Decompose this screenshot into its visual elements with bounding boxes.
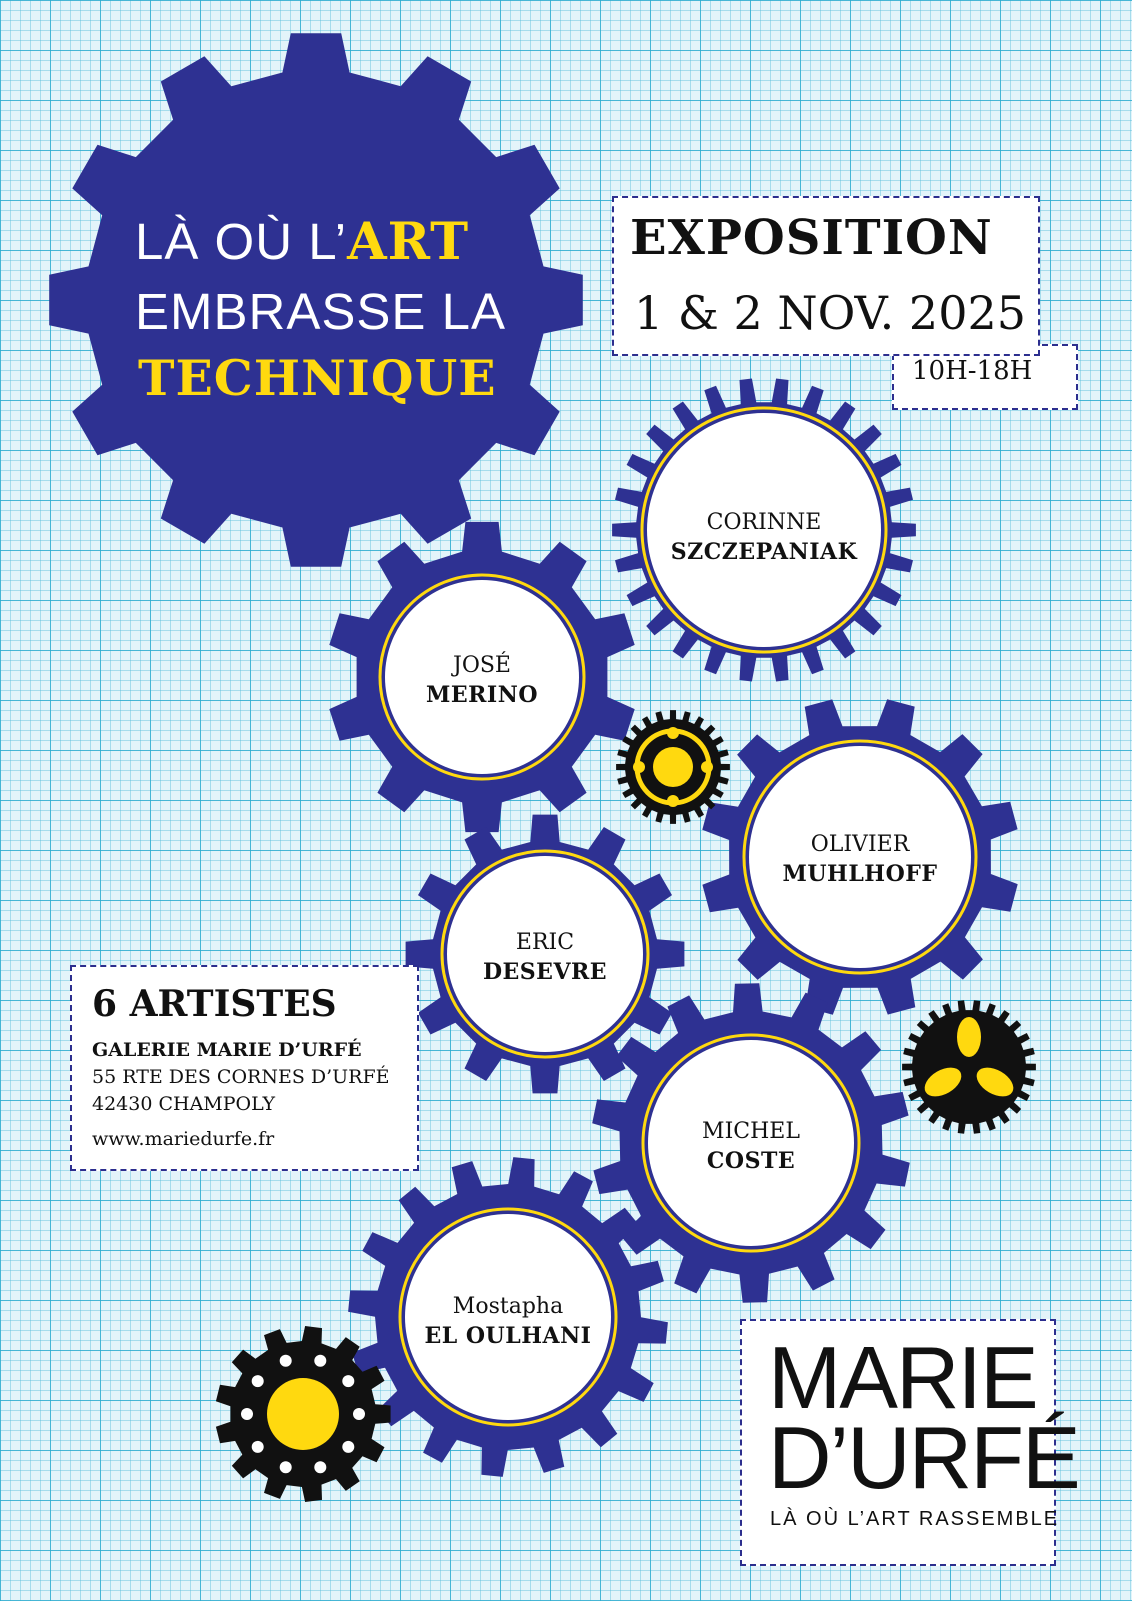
artist-last-name: SZCZEPANIAK [670, 538, 858, 565]
small-gear-a-dot [701, 761, 713, 773]
small-gear-c-hole [280, 1461, 292, 1473]
small-gear-c-hole [252, 1375, 264, 1387]
small-gear-c-hole [342, 1375, 354, 1387]
logo-line-2: D’URFÉ [768, 1408, 1079, 1507]
artist-last-name: EL OULHANI [424, 1322, 592, 1349]
artist-corinne [644, 509, 884, 566]
artist-first-name: MICHEL [702, 1119, 800, 1144]
headline-line-1 [135, 212, 470, 272]
small-gear-c-hole [252, 1441, 264, 1453]
headline-line-1-text: LÀ OÙ L’ [135, 213, 348, 270]
small-gear-b-lobe [957, 1017, 981, 1057]
artist-mostapha [388, 1293, 628, 1350]
artist-last-name: MUHLHOFF [782, 860, 938, 887]
exposition-dates: 1 & 2 NOV. 2025 [634, 286, 1026, 340]
logo-tagline: LÀ OÙ L’ART RASSEMBLE [770, 1508, 1060, 1530]
headline-art-highlight: ART [347, 212, 470, 272]
artist-first-name: OLIVIER [810, 832, 910, 857]
small-gear-c-hole [314, 1461, 326, 1473]
headline-line-2: EMBRASSE LA [135, 283, 506, 340]
exposition-title: EXPOSITION [630, 210, 993, 266]
small-gear-c-hole [353, 1408, 365, 1420]
artist-last-name: COSTE [706, 1147, 796, 1174]
exposition-hours: 10H-18H [912, 356, 1033, 386]
artist-last-name: DESEVRE [482, 958, 608, 985]
small-gear-a-dot [667, 795, 679, 807]
artist-eric [425, 929, 665, 986]
artist-first-name: CORINNE [706, 510, 822, 535]
small-gear-c-hole [314, 1355, 326, 1367]
small-gear-c-hole [342, 1441, 354, 1453]
artist-first-name: ERIC [515, 930, 575, 955]
small-gear-a-dot [633, 761, 645, 773]
logo-line-1: MARIE [768, 1328, 1037, 1427]
artist-first-name: JOSÉ [453, 653, 511, 678]
website-link[interactable]: www.mariedurfe.fr [92, 1128, 275, 1150]
small-gear-c-hole [241, 1408, 253, 1420]
artist-olivier [740, 831, 980, 888]
gallery-street: 55 RTE DES CORNES D’URFÉ [92, 1066, 390, 1088]
gallery-city: 42430 CHAMPOLY [92, 1093, 276, 1115]
gallery-name: GALERIE MARIE D’URFÉ [92, 1039, 362, 1061]
small-gear-a-dot [667, 727, 679, 739]
small-gear-c-hole [280, 1355, 292, 1367]
artist-michel [631, 1118, 871, 1175]
small-gear-c-hub [267, 1378, 339, 1450]
artist-first-name: Mostapha [452, 1294, 564, 1319]
headline-line-3: TECHNIQUE [138, 349, 497, 407]
artist-last-name: MERINO [426, 681, 538, 708]
artist-jose [362, 652, 602, 709]
artists-count: 6 ARTISTES [92, 983, 337, 1025]
small-gear-a-hub [653, 747, 693, 787]
